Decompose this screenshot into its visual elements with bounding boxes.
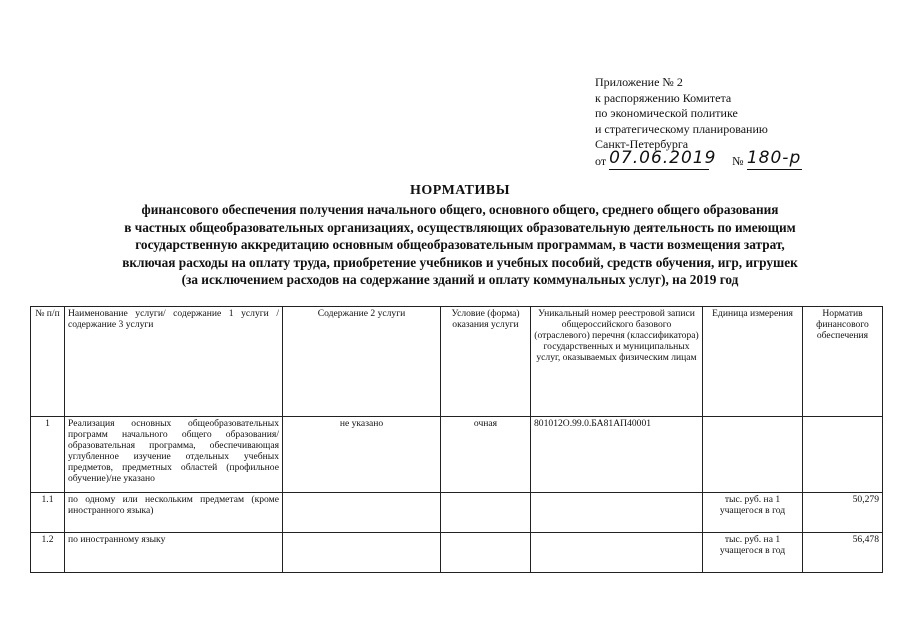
table-row [31, 417, 883, 493]
header-name: Наименование услуги/ содержание 1 услуги / содержание 3 услуги [65, 307, 283, 417]
document-title: НОРМАТИВЫ [410, 183, 510, 198]
cell-name: по одному или нескольким предметам (кроме иностранного языка) [65, 493, 283, 533]
cell-unit: тыс. руб. на 1 учащегося в год [703, 493, 803, 533]
cell-unit [703, 417, 803, 493]
document-subtitle-line: финансового обеспечения получения начального общего, основного общего, среднего общего образования [141, 202, 779, 217]
cell-num: 1 [31, 417, 65, 493]
cell-content2: не указано [283, 417, 441, 493]
number-field [746, 147, 802, 171]
cell-content2 [283, 533, 441, 573]
cell-code [531, 493, 703, 533]
date-field [609, 147, 717, 171]
number-label: № [732, 153, 744, 168]
from-label: от [595, 153, 607, 168]
header-unit: Единица измерения [703, 307, 803, 417]
cell-condition: очная [441, 417, 531, 493]
appendix-line: и стратегическому планированию [595, 121, 768, 136]
cell-condition [441, 493, 531, 533]
norms-table [30, 306, 883, 573]
header-condition: Условие (форма) оказания услуги [441, 307, 531, 417]
cell-norm [803, 417, 883, 493]
cell-condition [441, 533, 531, 573]
cell-name: Реализация основных общеобразовательных программ начального общего образования/образовательная программа, обеспечивающая углубленное изучение отдельных учебных предметов, предметных областей (профильное обучение)/не указано [65, 417, 283, 493]
table-row [31, 493, 883, 533]
appendix-line: по экономической политике [595, 106, 738, 120]
document-subtitle-line: государственную аккредитацию основным общеобразовательным программам, в части возмещения затрат, [135, 237, 785, 253]
cell-code [531, 533, 703, 573]
appendix-block [595, 75, 802, 170]
document-subtitle-line: включая расходы на оплату труда, приобретение учебников и учебных пособий, средств обучения, игр, игрушек [122, 254, 798, 270]
cell-norm: 50,279 [803, 493, 883, 533]
cell-norm: 56,478 [803, 533, 883, 573]
appendix-line: к распоряжению Комитета [595, 90, 732, 105]
handwritten-number: 180-р [746, 147, 802, 168]
header-code: Уникальный номер реестровой записи общероссийского базового (отраслевого) перечня (классификатора) государственных и муниципальных услуг, оказываемых физическим лицам [531, 307, 703, 417]
cell-num: 1.1 [31, 493, 65, 533]
cell-content2 [283, 493, 441, 533]
cell-unit: тыс. руб. на 1 учащегося в год [703, 533, 803, 573]
header-content2: Содержание 2 услуги [283, 307, 441, 417]
table-header-row [31, 307, 883, 417]
header-num: № п/п [31, 307, 65, 417]
appendix-line: Санкт-Петербурга [595, 137, 689, 151]
cell-num: 1.2 [31, 533, 65, 573]
cell-code: 801012О.99.0.БА81АП40001 [531, 417, 703, 493]
appendix-date-line [595, 147, 802, 171]
handwritten-date: 07.06.2019 [609, 147, 717, 168]
document-heading [60, 183, 860, 289]
cell-name: по иностранному языку [65, 533, 283, 573]
appendix-line: Приложение № 2 [595, 75, 683, 89]
header-norm: Норматив финансового обеспечения [803, 307, 883, 417]
table-row [31, 533, 883, 573]
document-subtitle-line: в частных общеобразовательных организациях, осуществляющих образовательную деятельность по имеющим [124, 219, 796, 235]
document-subtitle-line: (за исключением расходов на содержание зданий и оплату коммунальных услуг), на 2019 год [181, 272, 739, 288]
